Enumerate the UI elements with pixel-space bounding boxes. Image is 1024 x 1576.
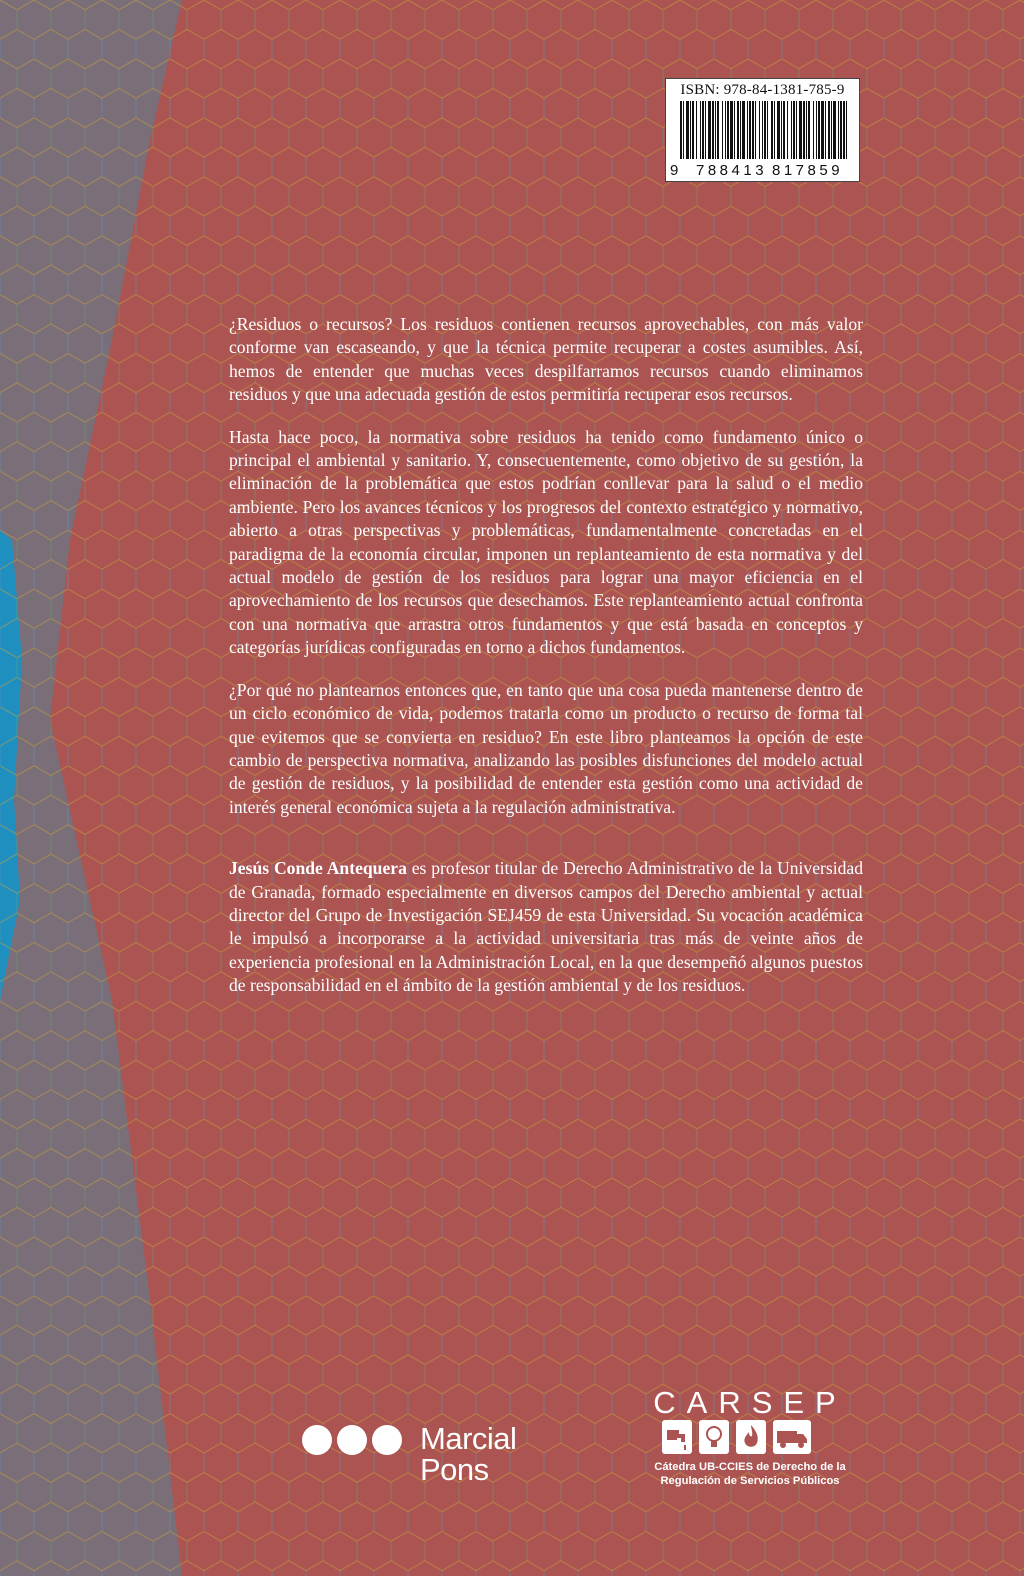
blurb-paragraph-3: ¿Por qué no plantearnos entonces que, en tanto que una cosa pueda mantenerse dentro de un ciclo económico de vida, podemos tratarla como un producto o recurso de forma tal que evitemos que se convierta en residuo? En este libro planteamos la opción de este cambio de perspectiva normativa, analizando las posibles disfunciones del modelo actual de gestión de residuos, y la posibilidad de entender esta gestión como una actividad de interés general económica sujeta a la regulación administrativa. (229, 679, 863, 817)
carsep-subtitle (640, 1460, 860, 1488)
author-bio (229, 857, 863, 997)
isbn-digit-first: 9 (670, 162, 679, 179)
carsep-logo (640, 1386, 860, 1496)
marcial-pons-circles-icon (300, 1423, 412, 1457)
water-tap-icon (662, 1420, 692, 1454)
author-name: Jesús Conde Antequera (229, 858, 407, 879)
blurb-paragraph-2: Hasta hace poco, la normativa sobre residuos ha tenido como fundamento único o principal el ambiental y sanitario. Y, consecuentemente, como objetivo de su gestión, la eliminación de la problemática que estos podrían conllevar para la salud o el medio ambiente. Pero los avances técnicos y los progresos del contexto estratégico y normativo, abierto a otras perspectivas y problemáticas, fundamentalmente concretadas en el paradigma de la economía circular, imponen un replanteamiento de esta normativa y del actual modelo de gestión de los residuos para lograr una mayor eficiencia en el aprovechamiento de los recursos que desechamos. Este replanteamiento actual confronta con una normativa que arrastra otros fundamentos y que está basada en conceptos y categorías jurídicas configuradas en torno a dichos fundamentos. (229, 426, 863, 658)
carsep-subtitle-line-1: Cátedra UB-CCIES de Derecho de la (654, 1461, 846, 1473)
isbn-barcode (665, 78, 860, 182)
blurb-text (229, 313, 863, 1017)
isbn-digits-right: 817859 (772, 162, 844, 179)
truck-icon (773, 1420, 811, 1454)
barcode-icon (680, 101, 848, 161)
lightbulb-icon (699, 1420, 729, 1454)
carsep-subtitle-line-2: Regulación de Servicios Públicos (660, 1475, 840, 1487)
marcial-pons-logo (300, 1421, 530, 1493)
isbn-label: ISBN: 978-84-1381-785-9 (680, 82, 845, 98)
marcial-pons-line-2: Pons (420, 1452, 489, 1487)
flame-icon (736, 1420, 766, 1454)
carsep-title: CARSEP (653, 1385, 847, 1420)
marcial-pons-wordmark (420, 1423, 516, 1485)
isbn-digits-left: 788413 (696, 162, 768, 179)
carsep-icons (662, 1420, 840, 1456)
blurb-paragraph-1: ¿Residuos o recursos? Los residuos contienen recursos aprovechables, con más valor conforme van escaseando, y que la técnica permite recuperar a costes asumibles. Así, hemos de entender que muchas veces despilfarramos recursos cuando eliminamos residuos y que una adecuada gestión de estos permitiría recuperar esos recursos. (229, 314, 863, 405)
author-bio-text: es profesor titular de Derecho Administrativo de la Universidad de Granada, formado especialmente en diversos campos del Derecho ambiental y actual director del Grupo de Investigación SEJ459 de esta Universidad. Su vocación académica le impulsó a incorporarse a la actividad universitaria tras más de veinte años de experiencia profesional en la Administración Local, en la que desempeñó algunos puestos de responsabilidad en el ámbito de la gestión ambiental y de los residuos. (229, 858, 863, 996)
marcial-pons-line-1: Marcial (420, 1421, 517, 1456)
